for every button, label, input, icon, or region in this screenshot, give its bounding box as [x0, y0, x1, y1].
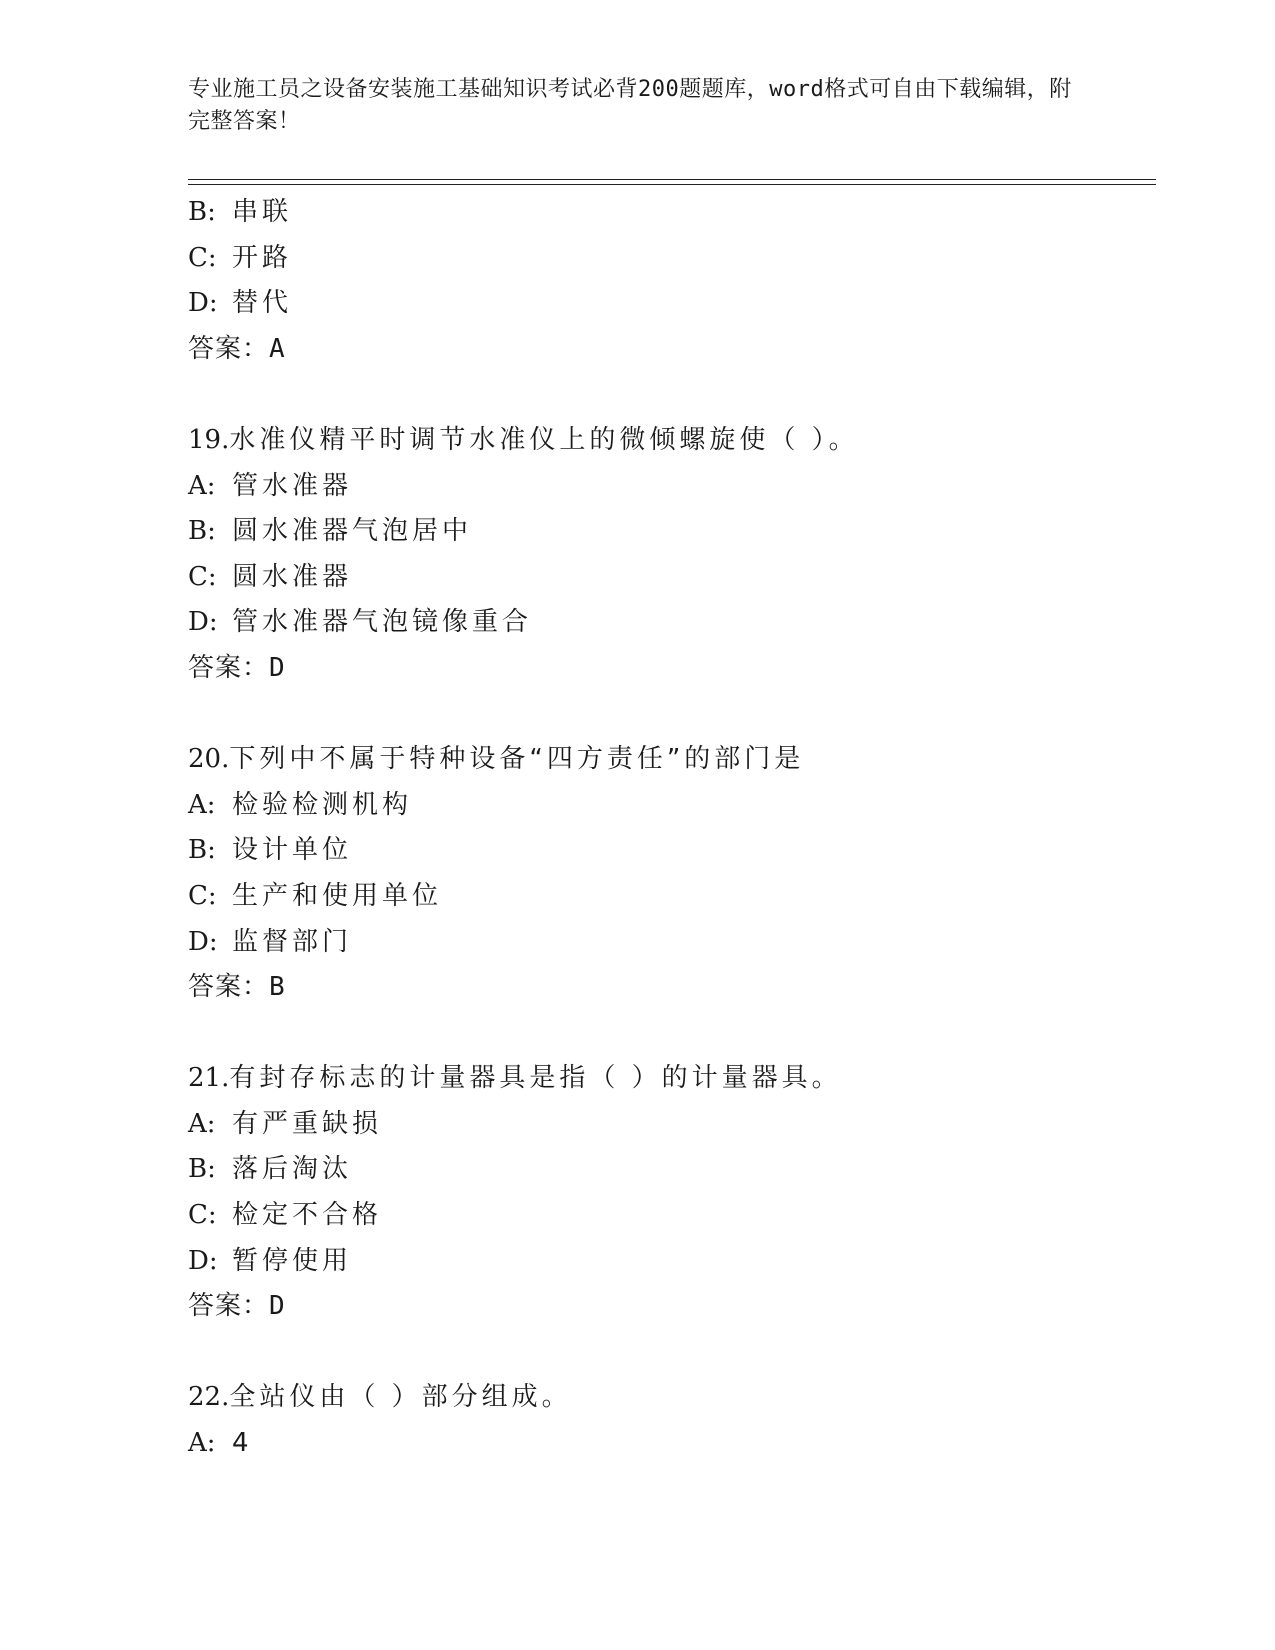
- question-block-21: [188, 1056, 1156, 1330]
- option-text: 落后淘汰: [232, 1154, 353, 1185]
- option-text: 圆水准器气泡居中: [232, 516, 473, 547]
- option-c: C: 开路: [188, 242, 293, 273]
- header-divider-bottom: [188, 184, 1156, 185]
- question-block-19: [188, 418, 1156, 692]
- option-text: 替代: [232, 288, 293, 319]
- answer-value: B: [269, 972, 285, 1003]
- answer-value: A: [269, 333, 285, 364]
- option-text: 串联: [232, 197, 293, 227]
- question-text: 水准仪精平时调节水准仪上的微倾螺旋使（ ）。: [229, 424, 859, 455]
- option-b: B: 串联: [188, 197, 293, 227]
- spacer: [188, 692, 1156, 738]
- option-text: 管水准器气泡镜像重合: [232, 607, 533, 638]
- option-b: B: 圆水准器气泡居中: [188, 516, 473, 547]
- answer-label: 答案：: [188, 972, 270, 1003]
- option-text: 圆水准器: [232, 561, 353, 592]
- question-text: 有封存标志的计量器具是指（ ）的计量器具。: [229, 1063, 842, 1094]
- option-text: 管水准器: [232, 470, 353, 501]
- option-c: C: 圆水准器: [188, 561, 353, 592]
- spacer: [188, 1011, 1156, 1057]
- question-number: 22.: [188, 1382, 230, 1413]
- question-stem: [188, 1056, 1156, 1102]
- spacer: [188, 372, 1156, 418]
- option-b: B: 落后淘汰: [188, 1154, 353, 1185]
- document-title: 专业施工员之设备安装施工基础知识考试必背200题题库，word格式可自由下载编辑，附完整答案！: [188, 77, 1072, 134]
- question-block-continued: [188, 190, 1156, 372]
- question-list: [188, 190, 1156, 1467]
- option-d: D: 替代: [188, 288, 293, 319]
- answer-line: [188, 327, 1156, 373]
- option-d: D: 监督部门: [188, 926, 353, 957]
- answer-line: [188, 965, 1156, 1011]
- answer-label: 答案：: [188, 333, 270, 364]
- option-d: D: 暂停使用: [188, 1245, 353, 1276]
- option-text: 检验检测机构: [232, 789, 413, 820]
- answer-label: 答案：: [188, 1291, 270, 1322]
- option-a: A: 管水准器: [188, 470, 353, 501]
- option-text: 生产和使用单位: [232, 880, 443, 911]
- answer-line: [188, 1284, 1156, 1330]
- option-c: C: 生产和使用单位: [188, 880, 443, 911]
- question-block-22: [188, 1375, 1156, 1466]
- option-text: 有严重缺损: [232, 1108, 383, 1139]
- question-stem: [188, 737, 1156, 783]
- question-block-20: [188, 737, 1156, 1011]
- spacer: [188, 1330, 1156, 1376]
- document-header: [188, 74, 1088, 138]
- option-a: A: 4: [188, 1428, 253, 1459]
- option-text: 暂停使用: [232, 1245, 353, 1276]
- answer-line: [188, 646, 1156, 692]
- option-text: 4: [232, 1428, 253, 1459]
- option-text: 开路: [232, 242, 293, 273]
- option-text: 监督部门: [232, 926, 353, 957]
- question-text: 下列中不属于特种设备“四方责任”的部门是: [229, 744, 805, 775]
- header-divider-top: [188, 179, 1156, 180]
- answer-value: D: [269, 1291, 285, 1322]
- question-number: 19.: [188, 424, 230, 455]
- question-stem: [188, 418, 1156, 464]
- option-text: 检定不合格: [232, 1200, 383, 1231]
- answer-label: 答案：: [188, 652, 270, 683]
- option-a: A: 检验检测机构: [188, 789, 413, 820]
- question-stem: [188, 1375, 1156, 1421]
- option-text: 设计单位: [232, 835, 353, 866]
- option-d: D: 管水准器气泡镜像重合: [188, 607, 533, 638]
- option-b: B: 设计单位: [188, 835, 353, 866]
- question-text: 全站仪由（ ）部分组成。: [229, 1382, 572, 1413]
- question-number: 20.: [188, 744, 230, 775]
- answer-value: D: [269, 652, 285, 683]
- option-c: C: 检定不合格: [188, 1200, 383, 1231]
- option-a: A: 有严重缺损: [188, 1108, 383, 1139]
- question-number: 21.: [188, 1063, 230, 1094]
